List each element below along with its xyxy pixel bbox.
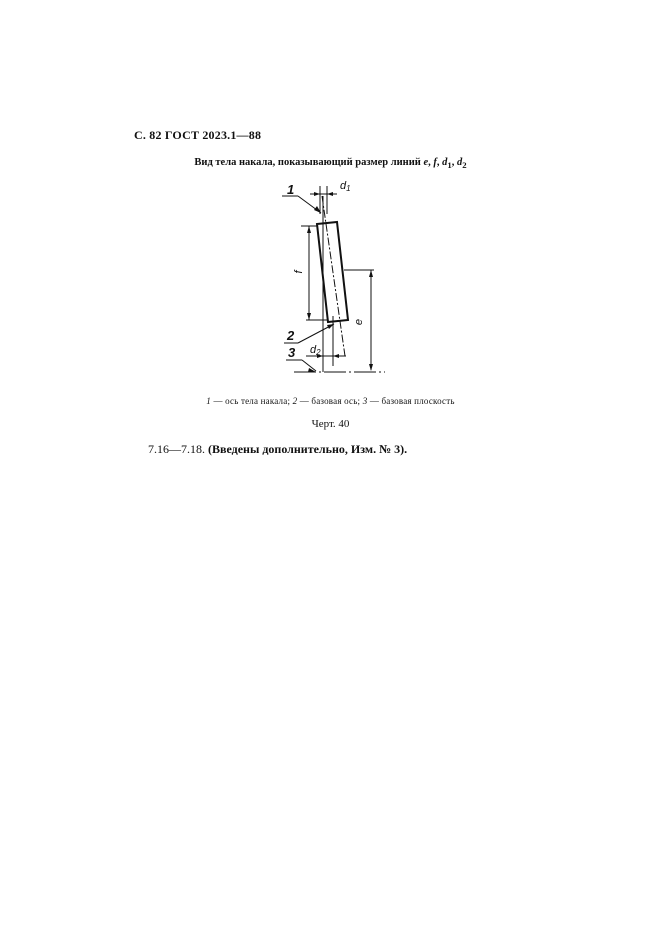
figure-title: Вид тела накала, показывающий размер линий e, f, $d_1$, $d_2$	[194, 157, 467, 171]
label-f: f	[293, 270, 305, 274]
paragraph-text: (Введены дополнительно, Изм. № 3).	[208, 442, 408, 456]
title-sub-2: 2	[462, 160, 467, 171]
label-2: 2	[287, 328, 295, 343]
arrow-d1-right	[327, 192, 333, 196]
label-d1-letter: d	[340, 180, 347, 192]
title-var-e: e	[423, 157, 429, 168]
paragraph	[148, 442, 407, 457]
arrow-e-bottom	[369, 364, 373, 371]
arrow-d1-left	[314, 192, 320, 196]
title-var-d1: d	[442, 157, 448, 168]
label-d1-sub: 1	[346, 184, 351, 193]
legend-text-3: — базовая плоскость	[367, 396, 455, 406]
figure-title-prefix: Вид тела накала, показывающий размер линий	[194, 157, 424, 168]
title-sub-1: 1	[447, 160, 452, 171]
arrow-e-top	[369, 270, 373, 277]
legend-num-3: 3	[362, 396, 368, 406]
label-d1	[340, 180, 351, 193]
arrow-d2-right	[333, 354, 339, 358]
title-var-d2: d	[456, 157, 463, 168]
label-d2-letter: d	[310, 344, 317, 356]
label-d2-sub: 2	[316, 348, 321, 357]
paragraph-number: 7.16—7.18.	[148, 442, 208, 456]
label-1: 1	[287, 182, 295, 197]
label-e: e	[353, 318, 365, 326]
legend-num-1: 1	[206, 396, 211, 406]
legend-text-2: — базовая ось;	[297, 396, 363, 406]
figure-legend	[0, 396, 661, 406]
legend-text-1: — ось тела накала;	[211, 396, 293, 406]
title-var-f: f	[433, 157, 437, 168]
arrow-f-bottom	[307, 313, 311, 320]
figure-caption: Черт. 40	[311, 418, 350, 430]
label-d2	[310, 344, 321, 357]
arrow-f-top	[307, 226, 311, 233]
legend-num-2: 2	[292, 396, 298, 406]
page-header: С. 82 ГОСТ 2023.1—88	[134, 128, 262, 142]
label-3: 3	[288, 345, 296, 360]
